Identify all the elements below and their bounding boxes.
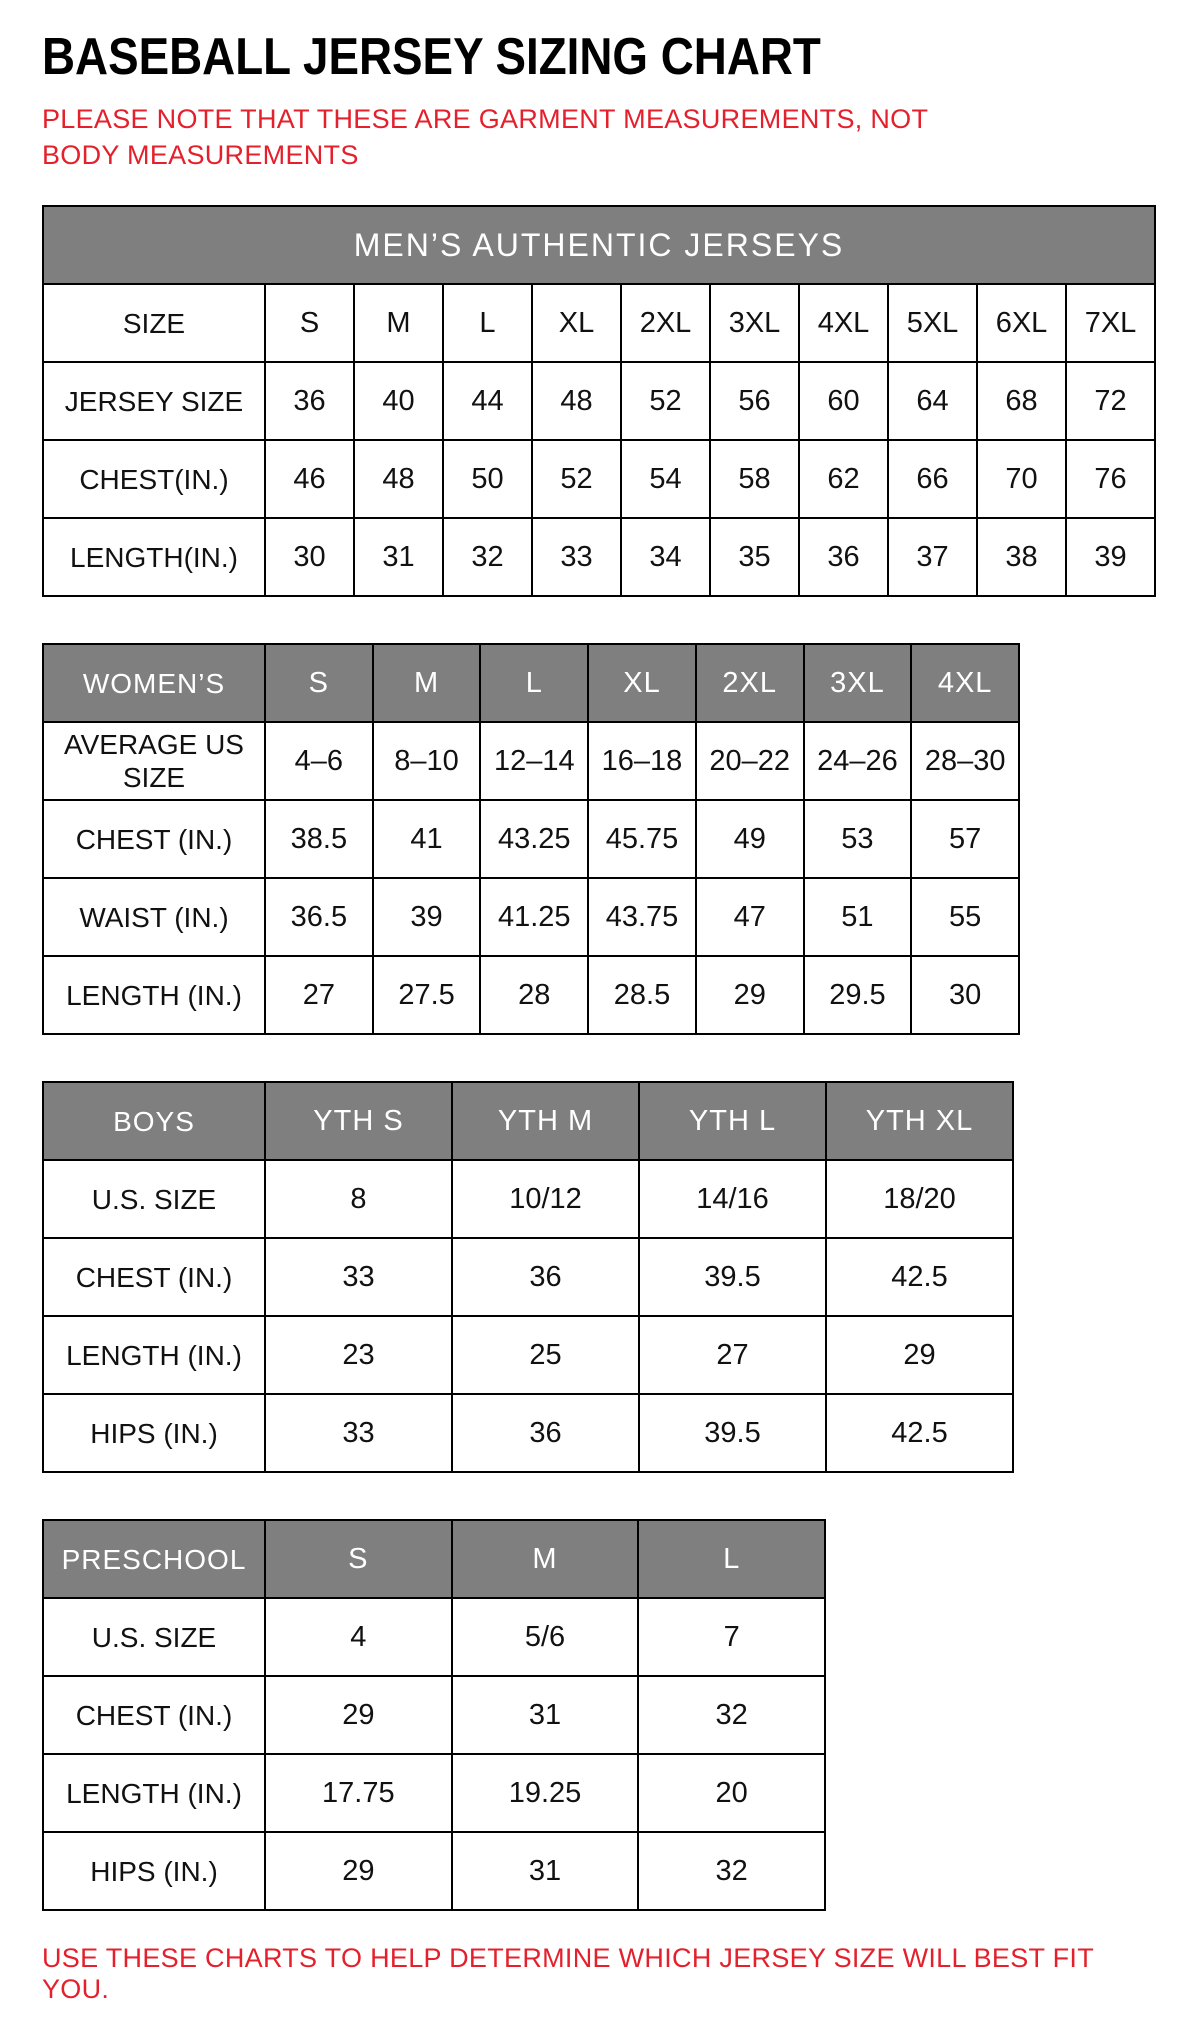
womens-row-label-cell: CHEST (IN.) [44,801,266,879]
womens-size-header-cell: 3XL [805,645,913,723]
womens-value-cell: 29 [697,957,805,1035]
womens-value-cell: 12–14 [481,723,589,801]
womens-value-cell: 57 [912,801,1020,879]
boys-size-header-cell: YTH L [640,1083,827,1161]
boys-row-label-cell: CHEST (IN.) [44,1239,266,1317]
preschool-row-label-cell: LENGTH (IN.) [44,1755,266,1833]
boys-row-label-cell: LENGTH (IN.) [44,1317,266,1395]
preschool-row-label-cell: HIPS (IN.) [44,1833,266,1911]
womens-row-label-cell: AVERAGE US SIZE [44,723,266,801]
womens-size-header-cell: 4XL [912,645,1020,723]
mens-row-label-cell: CHEST(IN.) [44,441,266,519]
womens-value-cell: 28 [481,957,589,1035]
preschool-table-section [42,1519,1158,1911]
mens-value-cell: 72 [1067,363,1156,441]
boys-size-header-cell: YTH XL [827,1083,1014,1161]
preschool-header-label-cell: PRESCHOOL [44,1521,266,1599]
mens-value-cell: 33 [533,519,622,597]
womens-size-header-cell: M [374,645,482,723]
boys-size-header-cell: YTH M [453,1083,640,1161]
boys-value-cell: 39.5 [640,1239,827,1317]
preschool-value-cell: 29 [266,1833,453,1911]
mens-value-cell: 66 [889,441,978,519]
mens-value-cell: 30 [266,519,355,597]
mens-value-cell: 39 [1067,519,1156,597]
mens-value-cell: 5XL [889,285,978,363]
mens-row-label-cell: LENGTH(IN.) [44,519,266,597]
womens-value-cell: 4–6 [266,723,374,801]
mens-sizing-table [42,283,1156,597]
womens-value-cell: 36.5 [266,879,374,957]
mens-value-cell: 7XL [1067,285,1156,363]
boys-row-label-cell: HIPS (IN.) [44,1395,266,1473]
boys-size-header-cell: YTH S [266,1083,453,1161]
womens-value-cell: 53 [805,801,913,879]
mens-row-label-cell: JERSEY SIZE [44,363,266,441]
mens-value-cell: 64 [889,363,978,441]
womens-value-cell: 29.5 [805,957,913,1035]
preschool-value-cell: 17.75 [266,1755,453,1833]
garment-measurements-note: PLEASE NOTE THAT THESE ARE GARMENT MEASUREMENTS, NOT BODY MEASUREMENTS [42,103,928,171]
mens-value-cell: 32 [444,519,533,597]
mens-value-cell: M [355,285,444,363]
womens-value-cell: 39 [374,879,482,957]
boys-value-cell: 36 [453,1239,640,1317]
womens-value-cell: 27.5 [374,957,482,1035]
womens-value-cell: 28.5 [589,957,697,1035]
boys-value-cell: 42.5 [827,1395,1014,1473]
mens-value-cell: 48 [533,363,622,441]
boys-value-cell: 39.5 [640,1395,827,1473]
boys-value-cell: 8 [266,1161,453,1239]
mens-value-cell: 58 [711,441,800,519]
womens-size-header-cell: S [266,645,374,723]
womens-value-cell: 24–26 [805,723,913,801]
preschool-value-cell: 32 [639,1677,826,1755]
womens-value-cell: 16–18 [589,723,697,801]
mens-value-cell: 34 [622,519,711,597]
womens-value-cell: 28–30 [912,723,1020,801]
boys-value-cell: 29 [827,1317,1014,1395]
mens-row-label-cell: SIZE [44,285,266,363]
womens-value-cell: 41 [374,801,482,879]
boys-value-cell: 25 [453,1317,640,1395]
mens-value-cell: 70 [978,441,1067,519]
boys-value-cell: 23 [266,1317,453,1395]
preschool-value-cell: 31 [453,1677,640,1755]
mens-value-cell: 36 [800,519,889,597]
womens-sizing-table [42,643,1020,1035]
womens-value-cell: 45.75 [589,801,697,879]
mens-value-cell: 76 [1067,441,1156,519]
mens-value-cell: 4XL [800,285,889,363]
mens-value-cell: 6XL [978,285,1067,363]
womens-size-header-cell: 2XL [697,645,805,723]
mens-value-cell: 35 [711,519,800,597]
womens-value-cell: 43.25 [481,801,589,879]
womens-header-label-cell: WOMEN’S [44,645,266,723]
womens-value-cell: 47 [697,879,805,957]
womens-size-header-cell: XL [589,645,697,723]
womens-value-cell: 43.75 [589,879,697,957]
womens-value-cell: 55 [912,879,1020,957]
womens-value-cell: 30 [912,957,1020,1035]
mens-value-cell: 46 [266,441,355,519]
womens-value-cell: 49 [697,801,805,879]
mens-value-cell: 50 [444,441,533,519]
preschool-row-label-cell: CHEST (IN.) [44,1677,266,1755]
boys-value-cell: 36 [453,1395,640,1473]
womens-value-cell: 41.25 [481,879,589,957]
mens-value-cell: 62 [800,441,889,519]
boys-row-label-cell: U.S. SIZE [44,1161,266,1239]
mens-value-cell: 2XL [622,285,711,363]
preschool-size-header-cell: S [266,1521,453,1599]
preschool-value-cell: 29 [266,1677,453,1755]
boys-value-cell: 10/12 [453,1161,640,1239]
womens-value-cell: 51 [805,879,913,957]
mens-value-cell: 52 [622,363,711,441]
mens-value-cell: 38 [978,519,1067,597]
womens-value-cell: 27 [266,957,374,1035]
preschool-sizing-table [42,1519,826,1911]
footer-note: USE THESE CHARTS TO HELP DETERMINE WHICH JERSEY SIZE WILL BEST FIT YOU. [42,1943,1094,2005]
boys-header-label-cell: BOYS [44,1083,266,1161]
womens-row-label-cell: LENGTH (IN.) [44,957,266,1035]
boys-table-section [42,1081,1158,1473]
mens-value-cell: 68 [978,363,1067,441]
mens-value-cell: XL [533,285,622,363]
womens-value-cell: 38.5 [266,801,374,879]
mens-table-section [42,205,1158,597]
womens-value-cell: 20–22 [697,723,805,801]
boys-value-cell: 18/20 [827,1161,1014,1239]
boys-value-cell: 27 [640,1317,827,1395]
boys-value-cell: 33 [266,1395,453,1473]
preschool-value-cell: 32 [639,1833,826,1911]
preschool-size-header-cell: L [639,1521,826,1599]
preschool-value-cell: 7 [639,1599,826,1677]
mens-value-cell: L [444,285,533,363]
mens-value-cell: S [266,285,355,363]
mens-value-cell: 60 [800,363,889,441]
preschool-size-header-cell: M [453,1521,640,1599]
womens-table-section [42,643,1158,1035]
preschool-value-cell: 19.25 [453,1755,640,1833]
mens-value-cell: 52 [533,441,622,519]
preschool-row-label-cell: U.S. SIZE [44,1599,266,1677]
boys-sizing-table [42,1081,1014,1473]
mens-value-cell: 31 [355,519,444,597]
womens-size-header-cell: L [481,645,589,723]
mens-value-cell: 56 [711,363,800,441]
mens-value-cell: 3XL [711,285,800,363]
boys-value-cell: 33 [266,1239,453,1317]
preschool-value-cell: 5/6 [453,1599,640,1677]
mens-value-cell: 48 [355,441,444,519]
page-title: BASEBALL JERSEY SIZING CHART [42,28,821,86]
mens-value-cell: 44 [444,363,533,441]
preschool-value-cell: 4 [266,1599,453,1677]
boys-value-cell: 42.5 [827,1239,1014,1317]
womens-value-cell: 8–10 [374,723,482,801]
mens-value-cell: 36 [266,363,355,441]
preschool-value-cell: 20 [639,1755,826,1833]
mens-value-cell: 54 [622,441,711,519]
mens-value-cell: 37 [889,519,978,597]
boys-value-cell: 14/16 [640,1161,827,1239]
preschool-value-cell: 31 [453,1833,640,1911]
mens-value-cell: 40 [355,363,444,441]
womens-row-label-cell: WAIST (IN.) [44,879,266,957]
mens-table-banner: MEN’S AUTHENTIC JERSEYS [42,205,1156,283]
